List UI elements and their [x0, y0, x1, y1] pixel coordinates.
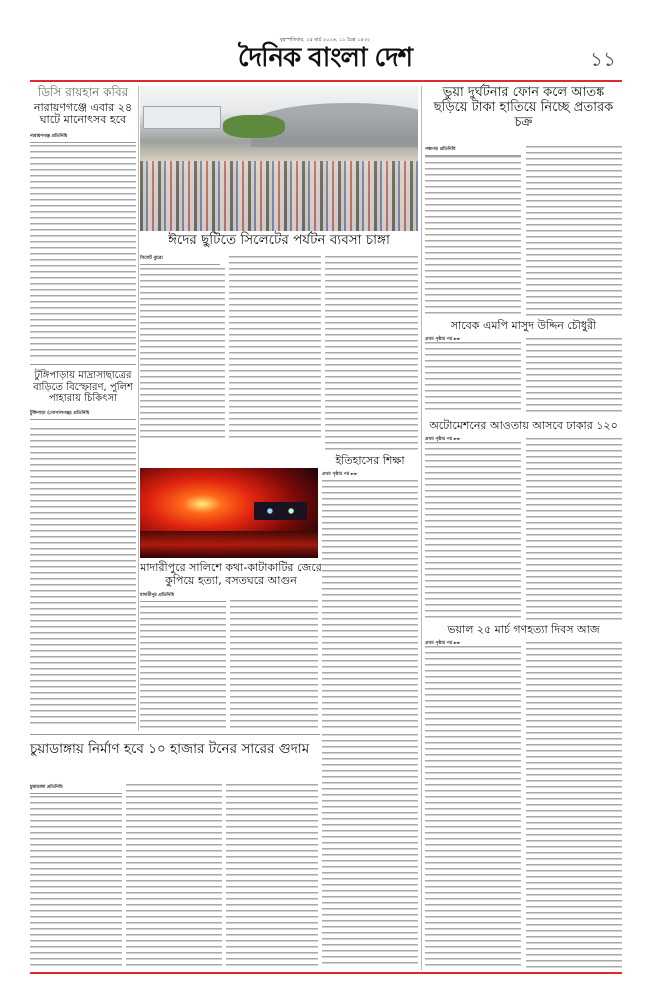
story-body-sylhet-col2 — [229, 256, 321, 438]
madaripur-fire-photo — [140, 468, 318, 558]
story-headline: সাবেক এমপি মাসুদ উদ্দিন চৌধুরী — [450, 319, 597, 332]
story-body-madaripur-col1 — [140, 606, 226, 731]
story-body-chuadanga-col2 — [126, 784, 222, 968]
story-body-automation-col1 — [425, 442, 521, 620]
story-body-history — [322, 480, 418, 730]
page-number: ১১ — [590, 47, 616, 71]
story-headline: টুঙ্গিপাড়ায় মাদ্রাসাছাত্রের বাড়িতে বিস্ফোরণ, পুলিশ পাহারায় চিকিৎসা — [33, 370, 133, 404]
story-tungipara — [30, 370, 136, 424]
photo-crowd — [140, 161, 418, 231]
story-body-chuadanga-col3 — [226, 784, 318, 968]
story-body-fraud-col1 — [425, 156, 521, 316]
column-divider — [421, 86, 422, 970]
newspaper-logo: দৈনিক বাংলা দেশ — [237, 43, 413, 73]
story-narayanganj — [30, 86, 136, 147]
story-body-madaripur-col2 — [230, 600, 318, 731]
story-byline: নারায়ণগঞ্জ প্রতিনিধি — [30, 133, 136, 143]
story-body-sylhet-col1 — [140, 268, 225, 438]
story-divider — [30, 364, 136, 365]
sylhet-crowd-photo — [140, 86, 418, 231]
story-byline: মাদারীপুর প্রতিনিধি — [140, 592, 226, 602]
story-headline: অটোমেশনের আওতায় আসবে ঢাকার ১২০ — [429, 419, 618, 432]
story-headline: ভুয়া দুর্ঘটনার ফোন কলে আতঙ্ক ছড়িয়ে টাকা হাতিয়ে নিচ্ছে প্রতারক চক্র — [433, 85, 614, 130]
story-headline: চুয়াডাঙ্গায় নির্মাণ হবে ১০ হাজার টনের সারের গুদাম — [30, 741, 310, 757]
story-chuadanga — [30, 742, 320, 758]
story-body-automation-col2 — [526, 438, 622, 620]
story-divider — [30, 734, 320, 735]
bottom-rule — [30, 972, 622, 974]
story-body-chuadanga-col1 — [30, 796, 122, 968]
story-body-genocide-col1 — [425, 646, 521, 968]
jump-line: প্রথম পৃষ্ঠার পর ►► — [425, 436, 461, 442]
masthead — [0, 0, 650, 72]
story-headline: ভয়াল ২৫ মার্চ গণহত্যা দিবস আজ — [447, 623, 600, 636]
story-body-narayanganj — [30, 145, 136, 360]
story-headline: ঈদের ছুটিতে সিলেটের পর্যটন ব্যবসা চাঙ্গা — [168, 232, 390, 248]
story-body-genocide-col2 — [526, 642, 622, 968]
story-byline: টুঙ্গিপাড়া (গোপালগঞ্জ) প্রতিনিধি — [30, 410, 136, 420]
story-body-mp-col2 — [526, 338, 622, 414]
photo-trees — [223, 115, 284, 138]
story-body-mp-col1 — [425, 342, 521, 414]
story-history — [322, 455, 418, 480]
story-byline: পঞ্চগড় প্রতিনিধি — [425, 146, 521, 156]
top-rule — [30, 80, 622, 82]
story-headline: মাদারীপুরে সালিশে কথা-কাটাকাটির জেরে কুপিয়ে হত্যা, বসতঘরে আগুন — [140, 561, 322, 587]
story-byline: চুয়াডাঙ্গা প্রতিনিধি — [30, 784, 122, 794]
photo-water-reflection — [140, 531, 318, 558]
photo-lights — [254, 502, 307, 520]
column-divider — [138, 86, 139, 731]
story-byline: সিলেট ব্যুরো — [140, 255, 220, 265]
jump-line: প্রথম পৃষ্ঠার পর ►► — [322, 471, 358, 477]
jump-line: প্রথম পৃষ্ঠার পর ►► — [425, 336, 461, 342]
dateline: বৃহস্পতিবার, ২৫ মার্চ ২০২৬, ১১ চৈত্র ১৪৩২ — [279, 37, 371, 43]
story-body-chuadanga-col4 — [322, 734, 418, 968]
story-headline: নারায়ণগঞ্জে এবার ২৪ ঘাটে মানোৎসব হবে — [33, 100, 133, 127]
story-body-sylhet-col3 — [325, 256, 418, 451]
jump-line: প্রথম পৃষ্ঠার পর ►► — [425, 640, 461, 646]
story-fraud — [425, 86, 622, 131]
story-headline: ইতিহাসের শিক্ষা — [335, 454, 405, 467]
photo-building — [143, 106, 221, 129]
story-body-tungipara — [30, 428, 136, 728]
story-kicker: ডিসি রায়হান কবির — [37, 85, 129, 99]
story-body-fraud-col2 — [526, 146, 622, 316]
